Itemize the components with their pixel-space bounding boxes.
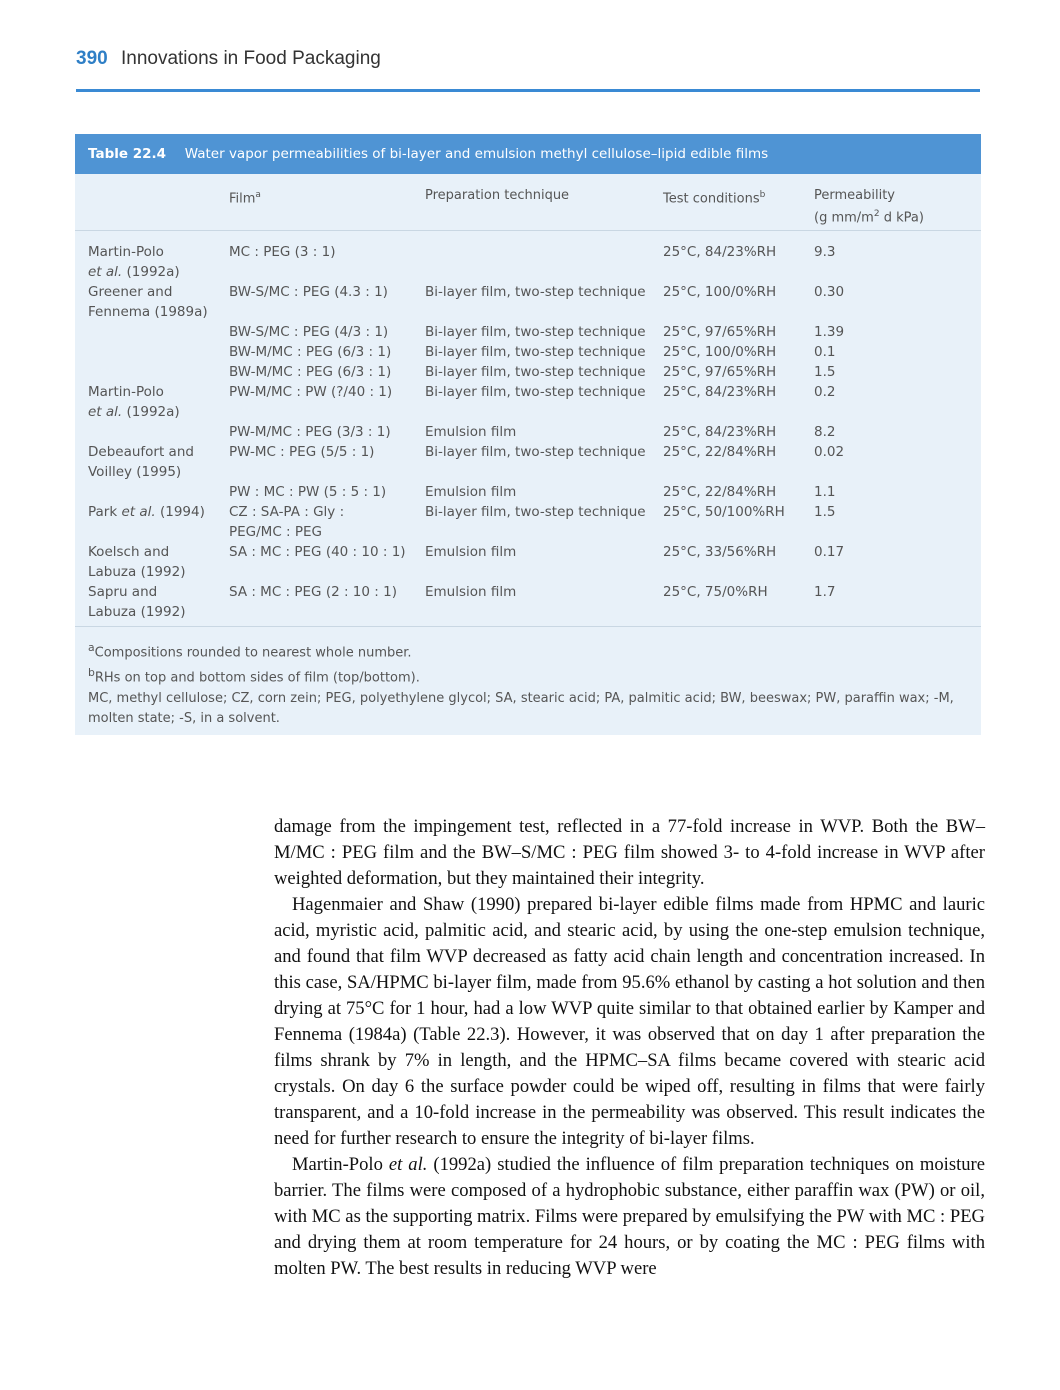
cell-permeability: 1.39 (814, 324, 845, 340)
cell-film: SA : MC : PEG (2 : 10 : 1) (229, 584, 397, 600)
cell-test: 25°C, 22/84%RH (663, 484, 777, 500)
column-header-permeability: Permeability (g $mm/m^2$ d kPa) (814, 188, 924, 226)
cell-film: BW-M/MC : PEG (6/3 : 1) (229, 344, 392, 360)
cell-permeability: 1.5 (814, 504, 836, 520)
cell-prep: Bi-layer film, two-step technique (425, 444, 646, 460)
cell-source: Sapru and Labuza (1992) (88, 584, 186, 620)
cell-test: 25°C, 97/65%RH (663, 364, 777, 380)
cell-film: PW-M/MC : PEG (3/3 : 1) (229, 424, 391, 440)
table-title: Water vapor permeabilities of bi-layer and emulsion methyl cellulose–lipid edible films (184, 146, 769, 162)
cell-film: SA : MC : PEG (40 : 10 : 1) (229, 544, 406, 560)
table-bottom-rule (75, 626, 981, 627)
cell-prep: Bi-layer film, two-step technique (425, 504, 646, 520)
cell-source: Martin-Polo et al. (1992a) (88, 384, 180, 420)
cell-test: 25°C, 84/23%RH (663, 244, 777, 260)
cell-source: Park et al. (1994) (88, 504, 205, 520)
cell-film: PW-M/MC : PW (?/40 : 1) (229, 384, 393, 400)
paragraph: damage from the impingement test, reflected in a 77-fold increase in WVP. Both the BW–M/MC : PEG film and the BW–S/MC : PEG film showed 3- to 4-fold increase in WVP after weighted deformation, but they maintained their integrity. (274, 816, 985, 889)
cell-prep: Bi-layer film, two-step technique (425, 324, 646, 340)
cell-test: 25°C, 84/23%RH (663, 384, 777, 400)
cell-prep: Bi-layer film, two-step technique (425, 364, 646, 380)
cell-test: 25°C, 33/56%RH (663, 544, 777, 560)
paragraph: Martin-Polo et al. (1992a) studied the influence of film preparation techniques on moisture barrier. The films were composed of a hydrophobic substance, either paraffin wax (PW) or oil, with MC as the supporting matrix. Films were prepared by emulsifying the PW with MC : PEG and drying them at room temperature for 24 hours, or by coating the MC : PEG films with molten PW. The best results in reducing WVP were (274, 1154, 985, 1279)
cell-permeability: 0.17 (814, 544, 845, 560)
cell-permeability: 0.30 (814, 284, 845, 300)
table-22-4 (75, 134, 981, 735)
footnote-b: $^b$RHs on top and bottom sides of film (top/bottom). (88, 666, 420, 686)
cell-source: Greener and Fennema (1989a) (88, 284, 208, 320)
footnote-a: $^a$Compositions rounded to nearest whole number. (88, 641, 412, 661)
table-footnotes (88, 638, 968, 729)
cell-permeability: 1.7 (814, 584, 836, 600)
cell-test: 25°C, 75/0%RH (663, 584, 768, 600)
cell-test: 25°C, 97/65%RH (663, 324, 777, 340)
cell-film: CZ : SA-PA : Gly : PEG/MC : PEG (229, 504, 345, 540)
cell-film: PW-MC : PEG (5/5 : 1) (229, 444, 375, 460)
cell-prep: Emulsion film (425, 544, 517, 560)
cell-permeability: 0.1 (814, 344, 836, 360)
cell-test: 25°C, 84/23%RH (663, 424, 777, 440)
cell-prep: Bi-layer film, two-step technique (425, 384, 646, 400)
column-header-film: Film$^a$ (229, 190, 261, 207)
running-title: Innovations in Food Packaging (120, 48, 381, 69)
cell-permeability: 0.2 (814, 384, 836, 400)
header-rule (76, 89, 980, 92)
cell-test: 25°C, 100/0%RH (663, 284, 777, 300)
column-header-prep: Preparation technique (425, 188, 570, 203)
cell-prep: Emulsion film (425, 424, 517, 440)
footnote-abbreviations: MC, methyl cellulose; CZ, corn zein; PEG, polyethylene glycol; SA, stearic acid; PA, palmitic acid; BW, beeswax; PW, paraffin wax; -M, molten state; -S, in a solvent. (88, 690, 954, 726)
cell-prep: Bi-layer film, two-step technique (425, 344, 646, 360)
cell-permeability: 8.2 (814, 424, 836, 440)
paragraph: Hagenmaier and Shaw (1990) prepared bi-layer edible films made from HPMC and lauric acid, myristic acid, palmitic acid, and stearic acid, by using the one-step emulsion technique, and found that film WVP decreased as fatty acid chain length and concentration increased. In this case, SA/HPMC bi-layer film, made from 95.6% ethanol by casting a hot solution and then drying at 75°C for 1 hour, had a low WVP quite similar to that obtained earlier by Kamper and Fennema (1984a) (Table 22.3). However, it was observed that on day 1 after preparation the films shrank by 7% in length, and the HPMC–SA films became covered with stearic acid crystals. On day 6 the surface powder could be wiped off, resulting in films that were fairly transparent, and a 10-fold increase in the permeability was observed. This result indicates the need for further research to ensure the integrity of bi-layer films. (274, 894, 985, 1149)
cell-prep: Emulsion film (425, 584, 517, 600)
cell-film: BW-S/MC : PEG (4.3 : 1) (229, 284, 388, 300)
cell-test: 25°C, 22/84%RH (663, 444, 777, 460)
cell-prep: Bi-layer film, two-step technique (425, 284, 646, 300)
table-label: Table 22.4 (88, 146, 167, 162)
cell-film: BW-M/MC : PEG (6/3 : 1) (229, 364, 392, 380)
page-number: 390 (76, 48, 108, 69)
cell-source: Koelsch and Labuza (1992) (88, 544, 186, 580)
column-header-test: Test conditions$^b$ (663, 190, 766, 207)
table-caption (75, 134, 981, 174)
body-text (274, 814, 985, 1282)
cell-permeability: 0.02 (814, 444, 845, 460)
cell-test: 25°C, 50/100%RH (663, 504, 785, 520)
cell-source: Debeaufort and Voilley (1995) (88, 444, 194, 480)
cell-source: Martin-Polo et al. (1992a) (88, 244, 180, 280)
cell-film: BW-S/MC : PEG (4/3 : 1) (229, 324, 389, 340)
cell-permeability: 1.1 (814, 484, 836, 500)
running-header (76, 48, 381, 70)
cell-permeability: 1.5 (814, 364, 836, 380)
cell-prep: Emulsion film (425, 484, 517, 500)
cell-film: PW : MC : PW (5 : 5 : 1) (229, 484, 387, 500)
cell-permeability: 9.3 (814, 244, 836, 260)
cell-test: 25°C, 100/0%RH (663, 344, 777, 360)
cell-film: MC : PEG (3 : 1) (229, 244, 336, 260)
table-header-rule (75, 230, 981, 231)
